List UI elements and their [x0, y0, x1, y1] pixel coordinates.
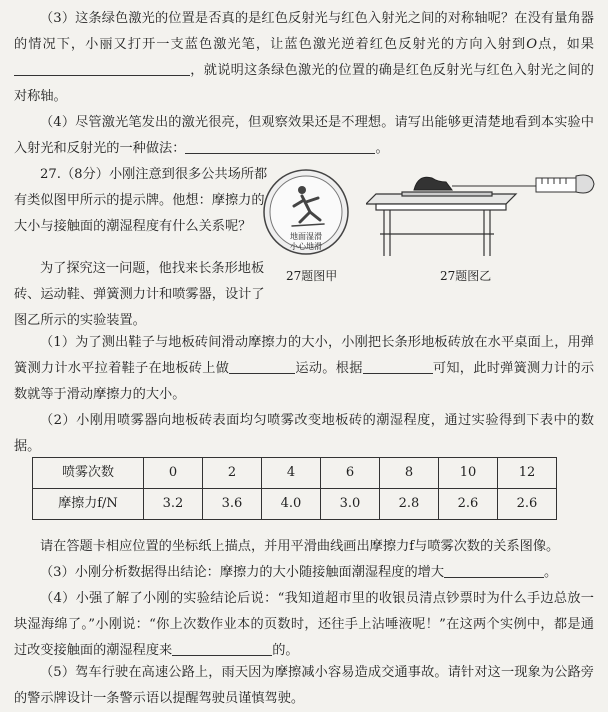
q3-text-2: 点，如果 — [537, 37, 594, 52]
q27-part1-blank-2[interactable] — [363, 357, 433, 374]
q27-part4-text: （4）小强了解了小刚的实验结论后说：“我知道超市里的收银员清点钞票时为什么手边总放一块湿海绵了。”小刚说：“你上次数作业本的页数时，还往手上沾唾液呢！”在这两个实例中，都是通过改变接触面的潮湿程度来 — [14, 591, 594, 658]
table-header-friction: 摩擦力f/N — [33, 489, 144, 520]
q27-part4-end: 的。 — [272, 643, 299, 658]
table-cell: 3.0 — [321, 489, 380, 520]
q27-part1-text-a: （1）为了测出鞋子与地板砖间滑动摩擦力的大小，小刚把长条形地板砖放在水平桌面上，用弹簧测力计水平拉着鞋子在地板砖上做 — [14, 335, 594, 376]
table-cell: 0 — [144, 458, 203, 489]
hand-icon — [576, 175, 594, 193]
table-cell: 3.6 — [203, 489, 262, 520]
q27-para2: 为了探究这一问题，他找来长条形地板砖、运动鞋、弹簧测力计和喷雾器，设计了图乙所示的实验装置。 — [14, 261, 265, 328]
caption-figure-a: 27题图甲 — [286, 269, 338, 283]
table-row-friction — [33, 489, 557, 520]
q27-part4-blank[interactable] — [172, 639, 272, 656]
q3-text-3: ，就说明这条绿色激光的位置的确是红色反射光与红色入射光之间的对称轴。 — [14, 63, 594, 104]
plot-instruction: 请在答题卡相应位置的坐标纸上描点，并用平滑曲线画出摩擦力f与喷雾次数的关系图像。 — [40, 539, 560, 554]
table-cell: 4.0 — [262, 489, 321, 520]
q27-part3-text: （3）小刚分析数据得出结论：摩擦力的大小随接触面潮湿程度的增大 — [40, 565, 445, 580]
q27-part5: （5）驾车行驶在高速公路上，雨天因为摩擦减小容易造成交通事故。请针对这一现象为公路旁的警示牌设计一条警示语以提醒驾驶员谨慎驾驶。 — [14, 665, 594, 706]
shoe-icon — [414, 177, 452, 190]
table-cell: 2.6 — [498, 489, 557, 520]
q27-part1-blank-1[interactable] — [229, 357, 295, 374]
table-cell: 3.2 — [144, 489, 203, 520]
q4-text: （4）尽管激光笔发出的激光很亮，但观察效果还是不理想。请写出能够更清楚地看到本实验中入射光和反射光的一种做法： — [14, 115, 594, 156]
friction-data-table — [32, 457, 557, 520]
q27-number: 27. — [40, 167, 61, 182]
table-cell: 4 — [262, 458, 321, 489]
q27-intro — [14, 162, 272, 240]
table-header-sprays: 喷雾次数 — [33, 458, 144, 489]
q27-score: （8分） — [60, 167, 109, 182]
sign-text — [272, 232, 340, 252]
q27-part1-text-b: 运动。根据 — [295, 361, 363, 376]
point-o-label: O — [526, 37, 538, 52]
sign-text-line-2: 小心地滑 — [290, 242, 322, 251]
q3-text-1: （3）这条绿色激光的位置是否真的是红色反射光与红色入射光之间的对称轴呢？在没有量角器的情况下，小丽又打开一支蓝色激光笔，让蓝色激光逆着红色反射光的方向入射到 — [14, 11, 594, 52]
sign-text-line-1: 地面湿滑 — [290, 232, 322, 241]
q3-paragraph — [14, 6, 594, 110]
q27-part4 — [14, 586, 594, 664]
table-row-sprays — [33, 458, 557, 489]
table-cell: 12 — [498, 458, 557, 489]
table-cell: 2 — [203, 458, 262, 489]
q27-part1 — [14, 330, 594, 408]
q27-part3-blank[interactable] — [444, 561, 544, 578]
table-cell: 2.6 — [439, 489, 498, 520]
table-cell: 2.8 — [380, 489, 439, 520]
experiment-apparatus-figure — [366, 164, 596, 260]
q27-intro-text: 小刚注意到很多公共场所都有类似图甲所示的提示牌。他想：摩擦力的大小与接触面的潮湿程度有什么关系呢？ — [14, 167, 268, 234]
table-cell: 10 — [439, 458, 498, 489]
table-cell: 6 — [321, 458, 380, 489]
q27-part2: （2）小刚用喷雾器向地板砖表面均匀喷雾改变地板砖的潮湿程度，通过实验得到下表中的数据。 — [14, 413, 594, 454]
q27-part3 — [14, 560, 594, 586]
caption-figure-b: 27题图乙 — [440, 269, 492, 283]
q4-answer-blank[interactable] — [185, 137, 375, 154]
table-cell: 8 — [380, 458, 439, 489]
q4-end: 。 — [375, 141, 389, 156]
q27-part1-text-c: 可知，此时弹簧测力计的示数就等于滑动摩擦力的大小。 — [14, 361, 595, 402]
q3-answer-blank[interactable] — [14, 59, 190, 76]
q4-paragraph — [14, 110, 594, 162]
spring-scale-icon — [536, 178, 576, 192]
q27-part3-end: 。 — [544, 565, 558, 580]
